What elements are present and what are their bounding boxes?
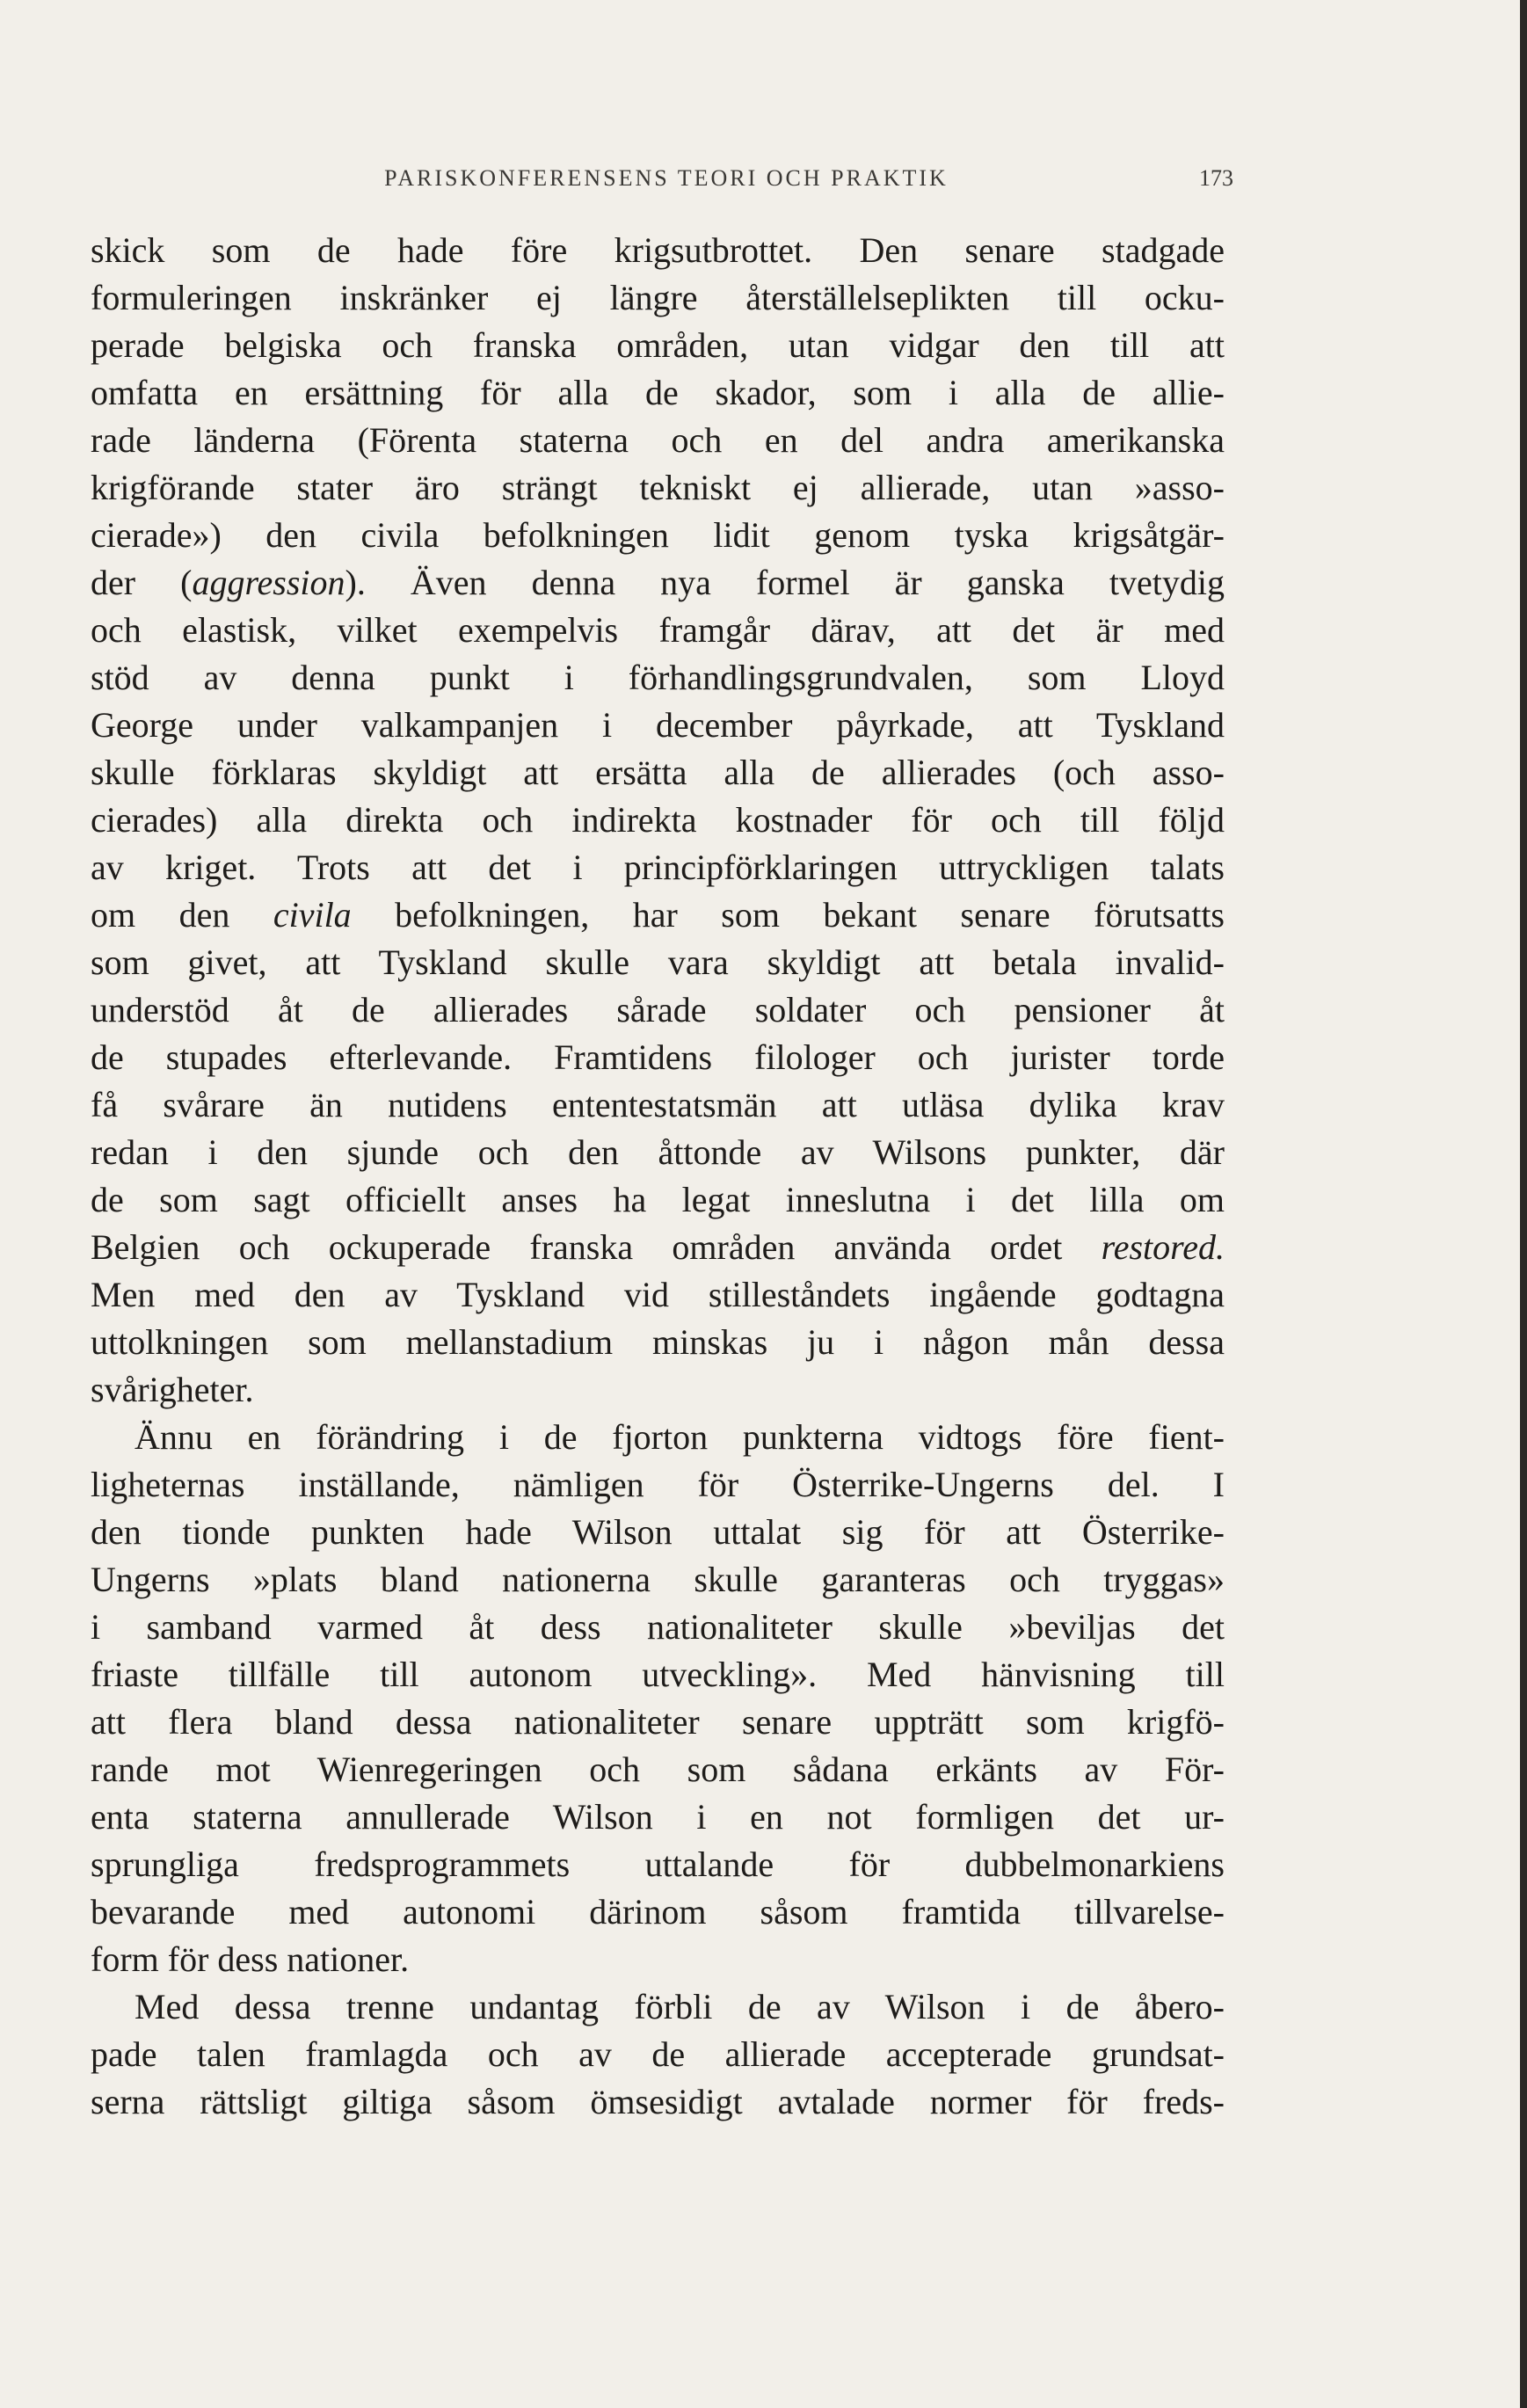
text-line: cierade») den civila befolkningen lidit genom tyska krigsåtgär- <box>91 515 1225 555</box>
text-line: pade talen framlagda och av de allierade accepterade grundsat- <box>91 2034 1225 2074</box>
text-line: krigförande stater äro strängt tekniskt ej allierade, utan »asso- <box>91 468 1225 507</box>
text-line: serna rättsligt giltiga såsom ömsesidigt avtalade normer för freds- <box>91 2082 1225 2121</box>
running-title: PARISKONFERENSENS TEORI OCH PRAKTIK <box>384 165 949 191</box>
text-line: enta staterna annullerade Wilson i en not formligen det ur- <box>91 1797 1225 1837</box>
body-text <box>91 227 1225 2126</box>
text-line: svårigheter. <box>91 1370 254 1409</box>
text-line: Belgien och ockuperade franska områden använda ordet restored. <box>91 1227 1225 1267</box>
text-line: om den civila befolkningen, har som bekant senare förutsatts <box>91 895 1225 935</box>
page-header <box>91 165 1233 200</box>
italic-word: aggression <box>192 563 345 602</box>
text-line: perade belgiska och franska områden, utan vidgar den till att <box>91 325 1225 365</box>
text-line: i samband varmed åt dess nationaliteter skulle »beviljas det <box>91 1607 1225 1647</box>
text-line: Ännu en förändring i de fjorton punkterna vidtogs före fient- <box>135 1417 1225 1457</box>
text-line: redan i den sjunde och den åttonde av Wilsons punkter, där <box>91 1132 1225 1172</box>
page-edge <box>1520 0 1527 2408</box>
text-line: der (aggression). Även denna nya formel är ganska tvetydig <box>91 563 1225 602</box>
text-line: av kriget. Trots att det i principförklaringen uttryckligen talats <box>91 848 1225 887</box>
text-line: rade länderna (Förenta staterna och en del andra amerikanska <box>91 420 1225 460</box>
text-line: cierades) alla direkta och indirekta kostnader för och till följd <box>91 800 1225 840</box>
text-line: skulle förklaras skyldigt att ersätta alla de allierades (och asso- <box>91 753 1225 792</box>
text-line: den tionde punkten hade Wilson uttalat sig för att Österrike- <box>91 1512 1225 1552</box>
text-line: stöd av denna punkt i förhandlingsgrundvalen, som Lloyd <box>91 658 1225 697</box>
text-line: att flera bland dessa nationaliteter senare uppträtt som krigfö- <box>91 1702 1225 1742</box>
text-line: rande mot Wienregeringen och som sådana erkänts av För- <box>91 1750 1225 1789</box>
text-line: ligheternas inställande, nämligen för Österrike-Ungerns del. I <box>91 1465 1225 1504</box>
text-line: och elastisk, vilket exempelvis framgår därav, att det är med <box>91 610 1225 650</box>
text-line: friaste tillfälle till autonom utveckling». Med hänvisning till <box>91 1655 1225 1694</box>
text-line: bevarande med autonomi därinom såsom framtida tillvarelse- <box>91 1892 1225 1931</box>
text-line: de som sagt officiellt anses ha legat inneslutna i det lilla om <box>91 1180 1225 1219</box>
italic-word: civila <box>273 895 352 935</box>
italic-word: restored. <box>1101 1227 1225 1267</box>
text-line: få svårare än nutidens ententestatsmän att utläsa dylika krav <box>91 1085 1225 1124</box>
text-line: Ungerns »plats bland nationerna skulle garanteras och tryggas» <box>91 1560 1225 1599</box>
text-line: understöd åt de allierades sårade soldater och pensioner åt <box>91 990 1225 1029</box>
text-line: de stupades efterlevande. Framtidens filologer och jurister torde <box>91 1037 1225 1077</box>
text-line: Men med den av Tyskland vid stilleståndets ingående godtagna <box>91 1275 1225 1314</box>
text-line: skick som de hade före krigsutbrottet. Den senare stadgade <box>91 230 1225 270</box>
text-line: som givet, att Tyskland skulle vara skyldigt att betala invalid- <box>91 942 1225 982</box>
text-line: uttolkningen som mellanstadium minskas ju i någon mån dessa <box>91 1322 1225 1362</box>
text-line: formuleringen inskränker ej längre återställelseplikten till ocku- <box>91 278 1225 317</box>
page-number: 173 <box>1199 165 1233 191</box>
text-line: omfatta en ersättning för alla de skador, som i alla de allie- <box>91 373 1225 412</box>
text-line: Med dessa trenne undantag förbli de av Wilson i de åbero- <box>135 1987 1225 2026</box>
text-line: sprungliga fredsprogrammets uttalande för dubbelmonarkiens <box>91 1844 1225 1884</box>
text-line: George under valkampanjen i december påyrkade, att Tyskland <box>91 705 1225 745</box>
text-line: form för dess nationer. <box>91 1939 410 1979</box>
